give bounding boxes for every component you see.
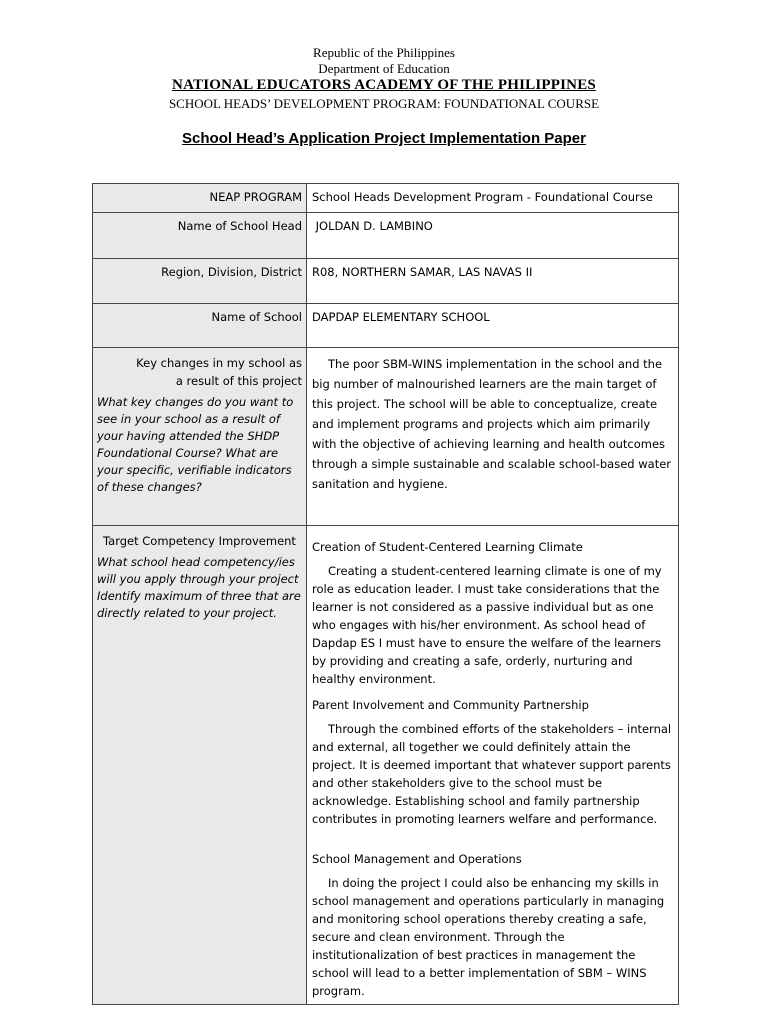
section-spacer — [312, 828, 673, 842]
row-school-head — [93, 213, 679, 259]
value-school-head — [307, 213, 679, 259]
label-neap-program: NEAP PROGRAM — [93, 184, 307, 213]
value-school-name: DAPDAP ELEMENTARY SCHOOL — [307, 304, 679, 348]
hint-key-changes: What key changes do you want to see in your school as a result of your having attended the SHDP Foundational Course? What are your specific, verifiable indicators of these changes? — [97, 395, 294, 494]
row-competency — [93, 526, 679, 1005]
label-competency: Target Competency Improvement — [103, 534, 296, 548]
header-republic: Republic of the Philippines — [313, 45, 455, 60]
page-title: School Head’s Application Project Implementation Paper — [182, 130, 586, 147]
value-region: R08, NORTHERN SAMAR, LAS NAVAS II — [307, 259, 679, 304]
row-school-name — [93, 304, 679, 348]
section-text-parent-involvement: Through the combined efforts of the stakeholders – internal and external, all together we could definitely attain the project. It is deemed important that whatever support parents and other stakeholders give to the school must be acknowledge. Establishing school and family partnership contributes in promoting learners welfare and performance. — [312, 722, 672, 826]
school-head-name: JOLDAN D. LAMBINO — [315, 219, 433, 233]
label-school-head: Name of School Head — [93, 213, 307, 259]
label-region: Region, Division, District — [93, 259, 307, 304]
section-heading-learning-climate: Creation of Student-Centered Learning Climate — [312, 540, 583, 554]
section-heading-parent-involvement: Parent Involvement and Community Partnership — [312, 698, 589, 712]
row-region — [93, 259, 679, 304]
label-school-name: Name of School — [93, 304, 307, 348]
header-department: Department of Education — [318, 61, 450, 76]
section-text-learning-climate: Creating a student-centered learning climate is one of my role as education leader. I must take considerations that the learner is not considered as a passive individual but as one who engages with his/her environment. As school head of Dapdap ES I must have to ensure the welfare of the learners by providing and creating a safe, orderly, nurturing and healthy environment. — [312, 564, 662, 686]
project-form-table — [92, 183, 679, 1005]
value-key-changes — [307, 348, 679, 526]
section-heading-management: School Management and Operations — [312, 852, 522, 866]
hint-competency: What school head competency/ies will you apply through your project Identify maximum of three that are directly related to your project. — [97, 555, 301, 620]
value-competency — [307, 526, 679, 1005]
row-neap-program — [93, 184, 679, 213]
header-program: SCHOOL HEADS’ DEVELOPMENT PROGRAM: FOUNDATIONAL COURSE — [168, 96, 600, 111]
value-neap-program: School Heads Development Program - Foundational Course — [307, 184, 679, 213]
cell-key-changes-label — [93, 348, 307, 526]
cell-competency-label — [93, 526, 307, 1005]
label-key-changes: Key changes in my school as a result of this project — [136, 356, 302, 388]
section-text-management: In doing the project I could also be enhancing my skills in school management and operations particularly in managing and monitoring school operations thereby creating a safe, secure and clean environment. Through the institutionalization of best practices in management the school will lead to a better implementation of SBM – WINS program. — [312, 876, 665, 998]
key-changes-text: The poor SBM-WINS implementation in the school and the big number of malnourished learners are the main target of this project. The school will be able to conceptualize, create and implement programs and projects which aim primarily with the objective of achieving learning and health outcomes through a simple sustainable and scalable school-based water sanitation and hygiene. — [312, 357, 672, 491]
row-key-changes — [93, 348, 679, 526]
header-academy: NATIONAL EDUCATORS ACADEMY OF THE PHILIPPINES — [172, 77, 596, 93]
